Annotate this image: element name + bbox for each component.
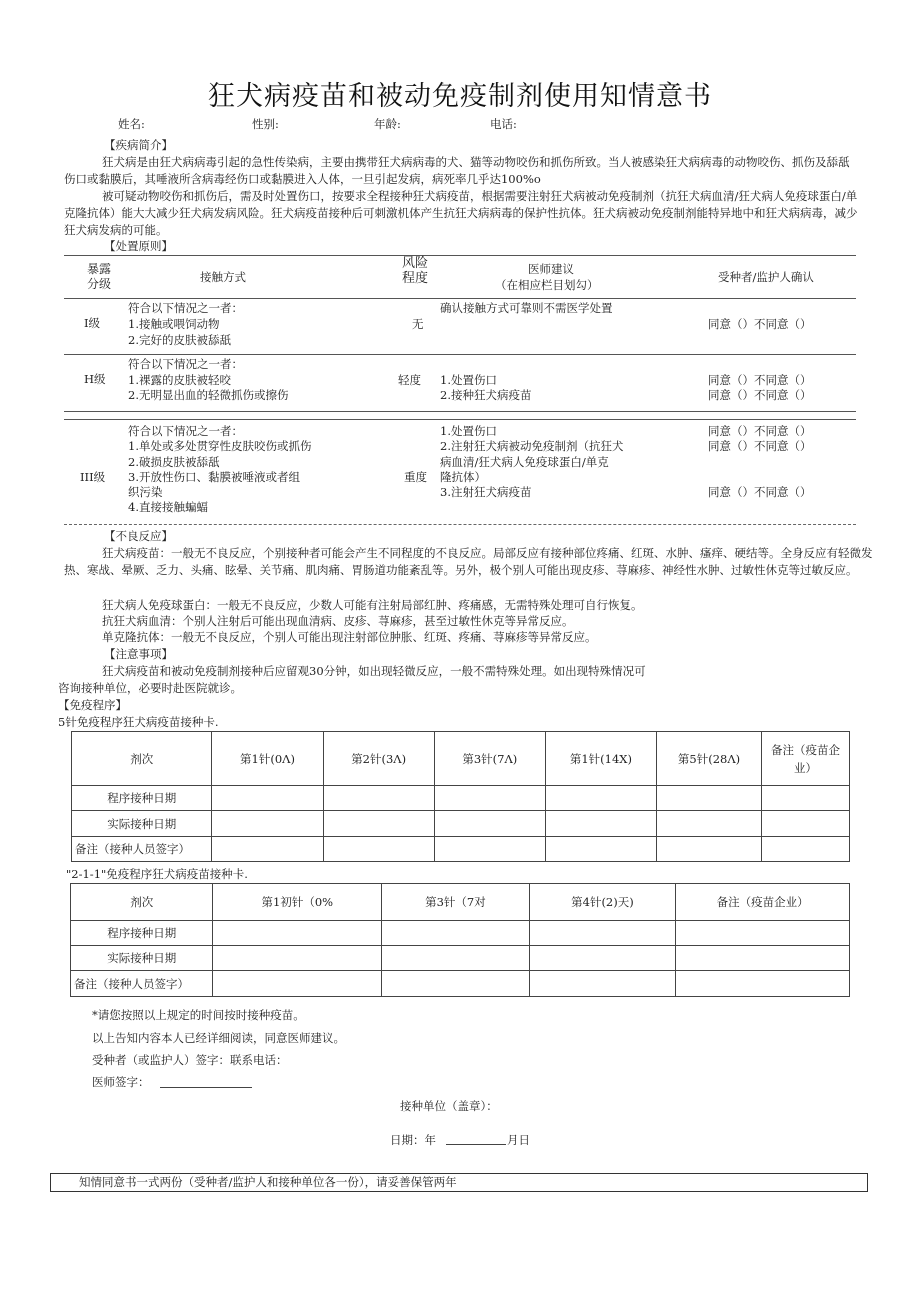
contact-2-1: 1.裸露的皮肤被轻咬: [128, 373, 231, 387]
row-rule-2b: [64, 419, 856, 420]
confirm-2-1[interactable]: 同意（）不同意（）: [708, 388, 812, 402]
five-cell[interactable]: [657, 837, 762, 862]
principle-heading: 【处置原则】: [104, 239, 173, 253]
five-header-remark: 备注（疫苗企业）: [762, 732, 850, 786]
adverse-heading: 【不良反应】: [104, 529, 173, 543]
header-advice: 医师建议: [528, 262, 574, 276]
five-header-3: 第3针(7Λ): [434, 732, 545, 786]
five-cell[interactable]: [323, 811, 434, 837]
four-cell[interactable]: [529, 946, 676, 971]
four-dose-caption: "2-1-1"免疫程序狂犬病疫苗接种卡.: [66, 867, 248, 881]
disease-paragraph-1: 狂犬病是由狂犬病病毒引起的急性传染病，主要由携带狂犬病病毒的犬、猫等动物咬伤和抓伤所致。当人被感染狂犬病病毒的动物咬伤、抓伤及舔舐伤口或黏膜后，其唾液所含病毒经伤口或黏膜进入人体，一旦引起发病，病死率几乎达100%o: [64, 155, 850, 186]
adverse-paragraph-1: 狂犬病疫苗：一般无不良反应，个别接种者可能会产生不同程度的不良反应。局部反应有接种部位疼痛、红斑、水肿、瘙痒、硬结等。全身反应有轻微发热、寒战、晕厥、乏力、头痛、眩晕、关节痛、肌肉痛、胃肠道功能紊乱等。另外，极个别人可能出现皮疹、荨麻疹、神经性水肿、过敏性休克等过敏反应。: [64, 546, 873, 577]
row-rule-2: [64, 411, 856, 412]
five-cell[interactable]: [212, 837, 323, 862]
five-cell[interactable]: [762, 786, 850, 811]
grade-3: III级: [80, 470, 106, 484]
notes-heading: 【注意事项】: [104, 647, 173, 661]
principle-top-rule: [64, 255, 856, 256]
risk-2: 轻度: [398, 373, 421, 387]
five-cell[interactable]: [212, 786, 323, 811]
four-header-1: 第1初针（0%: [213, 884, 382, 921]
five-header-4: 第1针(14X): [545, 732, 656, 786]
five-header-dose: 剂次: [72, 732, 212, 786]
contact-2-2: 2.无明显出血的轻微抓伤或擦伤: [128, 388, 289, 402]
grade-2: H级: [84, 372, 106, 386]
four-cell[interactable]: [382, 921, 530, 946]
four-row-sign-label: 备注（接种人员签字）: [71, 971, 213, 997]
unit-seal-label: 接种单位（盖章）：: [400, 1099, 498, 1113]
risk-1: 无: [412, 317, 424, 331]
five-cell[interactable]: [434, 837, 545, 862]
five-dose-table: [71, 731, 850, 862]
date-blank[interactable]: [446, 1144, 506, 1145]
four-header-3: 第4针(2)天): [529, 884, 676, 921]
five-cell[interactable]: [323, 837, 434, 862]
advice-3-0: 1.处置伤口: [440, 424, 497, 438]
header-grade: 暴露分级: [86, 262, 111, 291]
confirm-2-0[interactable]: 同意（）不同意（）: [708, 373, 812, 387]
four-cell[interactable]: [213, 971, 382, 997]
five-header-5: 第5针(28Λ): [657, 732, 762, 786]
header-contact: 接触方式: [200, 270, 246, 284]
doctor-signature-blank[interactable]: [160, 1087, 252, 1088]
contact-2-0: 符合以下情况之一者：: [128, 357, 243, 371]
risk-3: 重度: [404, 470, 427, 484]
disease-heading: 【疾病简介】: [104, 138, 173, 152]
date-label: 日期：年: [390, 1133, 436, 1147]
four-row-actual-label: 实际接种日期: [71, 946, 213, 971]
schedule-heading: 【免疫程序】: [58, 698, 127, 712]
contact-3-1: 1.单处或多处贯穿性皮肤咬伤或抓伤: [128, 439, 312, 453]
adverse-paragraph-4: 单克隆抗体：一般无不良反应，个别人可能出现注射部位肿胀、红斑、疼痛、荨麻疹等异常反应。: [102, 630, 597, 644]
five-cell[interactable]: [434, 811, 545, 837]
notes-paragraph-1: 狂犬病疫苗和被动免疫制剂接种后应留观30分钟，如出现轻微反应，一般不需特殊处理。如出现特殊情况可: [102, 664, 646, 678]
advice-2-1: 2.接种狂犬病疫苗: [440, 388, 532, 402]
contact-3-3: 3.开放性伤口、黏膜被唾液或者组: [128, 470, 300, 484]
consent-line: 以上告知内容本人已经详细阅读，同意医师建议。: [92, 1031, 345, 1045]
contact-1-0: 符合以下情况之一者：: [128, 301, 243, 315]
footer-note: 知情同意书一式两份（受种者/监护人和接种单位各一份），请妥善保管两年: [79, 1175, 457, 1189]
five-cell[interactable]: [545, 811, 656, 837]
adverse-paragraph-3: 抗狂犬病血清：个别人注射后可能出现血清病、皮疹、荨麻疹，甚至过敏性休克等异常反应。: [102, 614, 574, 628]
five-dose-caption: 5针免疫程序狂犬病疫苗接种卡.: [58, 715, 219, 729]
four-cell[interactable]: [213, 921, 382, 946]
contact-3-5: 4.直接接触蝙蝠: [128, 500, 208, 514]
reminder-line: *请您按照以上规定的时间按时接种疫苗。: [92, 1008, 305, 1022]
five-cell[interactable]: [545, 837, 656, 862]
date-month-day: 月日: [507, 1133, 530, 1147]
four-cell[interactable]: [382, 971, 530, 997]
contact-1-2: 2.完好的皮肤被舔舐: [128, 333, 231, 347]
five-cell[interactable]: [212, 811, 323, 837]
advice-1-0: 确认接触方式可靠则不需医学处置: [440, 301, 613, 315]
contact-1-1: 1.接触或喂饲动物: [128, 317, 220, 331]
four-row-planned-label: 程序接种日期: [71, 921, 213, 946]
notes-paragraph-2: 咨询接种单位，必要时赴医院就诊。: [58, 681, 242, 695]
principle-bottom-rule: [64, 524, 856, 525]
four-header-remark: 备注（疫苗企业）: [676, 884, 850, 921]
five-cell[interactable]: [762, 811, 850, 837]
five-cell[interactable]: [434, 786, 545, 811]
confirm-3-1[interactable]: 同意（）不同意（）: [708, 439, 812, 453]
confirm-3-0[interactable]: 同意（）不同意（）: [708, 424, 812, 438]
header-risk: 风险程度: [401, 256, 428, 286]
four-header-2: 第3针（7对: [382, 884, 530, 921]
four-cell[interactable]: [213, 946, 382, 971]
five-header-2: 第2针(3Λ): [323, 732, 434, 786]
contact-3-0: 符合以下情况之一者：: [128, 424, 243, 438]
sex-label: 性别:: [252, 117, 279, 131]
five-cell[interactable]: [323, 786, 434, 811]
grade-1: I级: [84, 316, 101, 330]
name-label: 姓名:: [118, 117, 145, 131]
advice-3-1: 2.注射狂犬病被动免疫制剂（抗狂犬: [440, 439, 624, 453]
age-label: 年龄:: [374, 117, 401, 131]
principle-header-rule: [64, 298, 856, 299]
phone-label: 电话:: [490, 117, 517, 131]
doctor-signature-label: 医师签字：: [92, 1075, 150, 1089]
contact-3-4: 织污染: [128, 485, 163, 499]
five-row-sign-label: 备注（接种人员签字）: [72, 837, 212, 862]
confirm-3-2[interactable]: 同意（）不同意（）: [708, 485, 812, 499]
disease-paragraph-2: 被可疑动物咬伤和抓伤后，需及时处置伤口，按要求全程接种狂犬病疫苗，根据需要注射狂犬病被动免疫制剂（抗狂犬病血清/狂犬病人免疫球蛋白/单克隆抗体）能大大减少狂犬病发病风险。狂犬病疫苗接种后可刺激机体产生抗狂犬病病毒的保护性抗体。狂犬病被动免疫制剂能特异地中和狂犬病病毒，减少狂犬病发病的可能。: [64, 189, 858, 237]
advice-3-4: 3.注射狂犬病疫苗: [440, 485, 532, 499]
five-row-planned-label: 程序接种日期: [72, 786, 212, 811]
four-cell[interactable]: [529, 971, 676, 997]
five-cell[interactable]: [762, 837, 850, 862]
five-cell[interactable]: [657, 786, 762, 811]
footer-box: [50, 1173, 868, 1192]
five-row-actual-label: 实际接种日期: [72, 811, 212, 837]
four-dose-table: [70, 883, 850, 997]
row-rule-1: [64, 354, 856, 355]
adverse-paragraph-2: 狂犬病人免疫球蛋白：一般无不良反应，少数人可能有注射局部红肿、疼痛感，无需特殊处理可自行恢复。: [102, 598, 643, 612]
five-cell[interactable]: [657, 811, 762, 837]
page-title: 狂犬病疫苗和被动免疫制剂使用知情意书: [208, 81, 712, 112]
contact-3-2: 2.破损皮肤被舔舐: [128, 455, 220, 469]
five-cell[interactable]: [545, 786, 656, 811]
advice-3-3: 隆抗体）: [440, 470, 486, 484]
four-cell[interactable]: [382, 946, 530, 971]
four-header-dose: 剂次: [71, 884, 213, 921]
confirm-1-0[interactable]: 同意（）不同意（）: [708, 317, 812, 331]
header-advice-sub: （在相应栏目划勾）: [495, 278, 599, 292]
four-cell[interactable]: [676, 946, 850, 971]
advice-3-2: 病血清/狂犬病人免疫球蛋白/单克: [440, 455, 609, 469]
four-cell[interactable]: [529, 921, 676, 946]
advice-2-0: 1.处置伤口: [440, 373, 497, 387]
four-cell[interactable]: [676, 921, 850, 946]
five-header-1: 第1针(0Λ): [212, 732, 323, 786]
recipient-signature-line: 受种者（或监护人）签字：联系电话：: [92, 1053, 288, 1067]
header-confirm: 受种者/监护人确认: [718, 270, 814, 284]
four-cell[interactable]: [676, 971, 850, 997]
